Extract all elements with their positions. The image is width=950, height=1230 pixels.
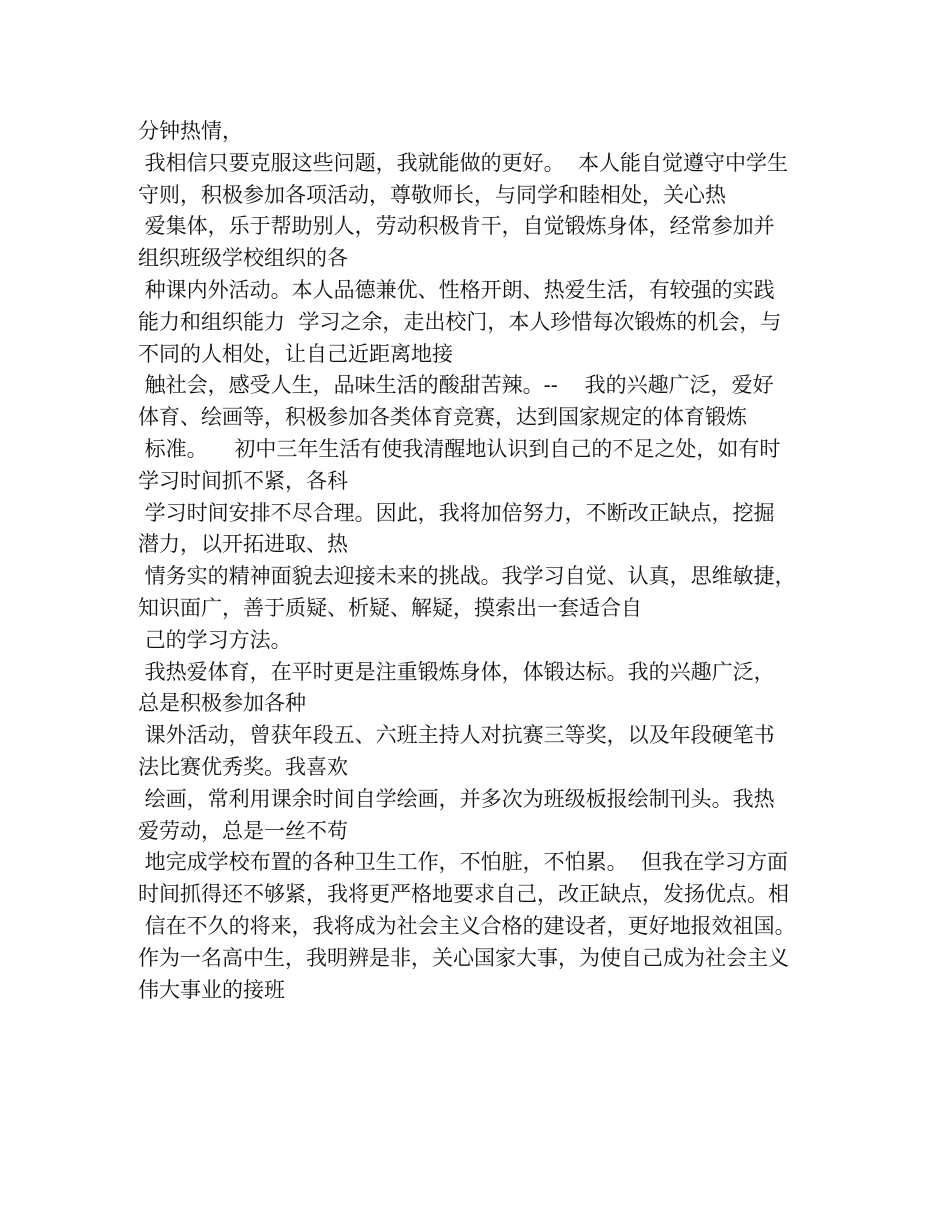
text-line: 体育、绘画等，积极参加各类体育竞赛，达到国家规定的体育锻炼 <box>138 405 747 430</box>
text-line: 潜力，以开拓进取、热 <box>138 532 348 557</box>
text-line: 知识面广，善于质疑、析疑、解疑，摸索出一套适合自 <box>138 595 642 620</box>
text-line: 地完成学校布置的各种卫生工作，不怕脏，不怕累。 但我在学习方面 <box>138 850 789 875</box>
text-line: 作为一名高中生，我明辨是非，关心国家大事，为使自己成为社会主义 <box>138 945 789 970</box>
text-line: 分钟热情， <box>138 119 243 143</box>
text-line: 爱集体，乐于帮助别人，劳动积极肯干，自觉锻炼身体，经常参加并 <box>138 214 775 239</box>
text-line: 我热爱体育，在平时更是注重锻炼身体，体锻达标。我的兴趣广泛， <box>138 659 775 684</box>
text-line: 触社会，感受人生，品味生活的酸甜苦辣。-- 我的兴趣广泛，爱好 <box>138 373 774 398</box>
text-line: 学习时间安排不尽合理。因此，我将加倍努力，不断改正缺点，挖掘 <box>138 500 775 525</box>
text-line: 守则，积极参加各项活动，尊敬师长，与同学和睦相处，关心热 <box>138 182 726 207</box>
text-line: 时间抓得还不够紧，我将更严格地要求自己，改正缺点，发扬优点。相 <box>138 882 789 907</box>
text-line: 我相信只要克服这些问题，我就能做的更好。 本人能自觉遵守中学生 <box>138 150 789 175</box>
text-line: 己的学习方法。 <box>138 627 292 652</box>
text-line: 不同的人相处，让自己近距离地接 <box>138 341 453 366</box>
text-line: 伟大事业的接班 <box>138 977 285 1002</box>
text-line: 总是积极参加各种 <box>138 691 306 716</box>
text-line: 情务实的精神面貌去迎接未来的挑战。我学习自觉、认真，思维敏捷， <box>138 564 796 589</box>
text-line: 标准。 初中三年生活有使我清醒地认识到自己的不足之处，如有时 <box>138 436 781 461</box>
text-line: 爱劳动，总是一丝不苟 <box>138 818 348 843</box>
text-line: 能力和组织能力 学习之余，走出校门，本人珍惜每次锻炼的机会，与 <box>138 309 782 334</box>
text-line: 组织班级学校组织的各 <box>138 246 348 271</box>
text-line: 种课内外活动。本人品德兼优、性格开朗、热爱生活，有较强的实践 <box>138 277 775 302</box>
text-line: 课外活动，曾获年段五、六班主持人对抗赛三等奖，以及年段硬笔书 <box>138 723 775 748</box>
document-body <box>138 116 838 1006</box>
text-line: 法比赛优秀奖。我喜欢 <box>138 754 348 779</box>
text-line: 学习时间抓不紧，各科 <box>138 468 348 493</box>
text-line: 信在不久的将来，我将成为社会主义合格的建设者，更好地报效祖国。 <box>138 913 796 938</box>
text-line: 绘画，常利用课余时间自学绘画，并多次为班级板报绘制刊头。我热 <box>138 786 775 811</box>
